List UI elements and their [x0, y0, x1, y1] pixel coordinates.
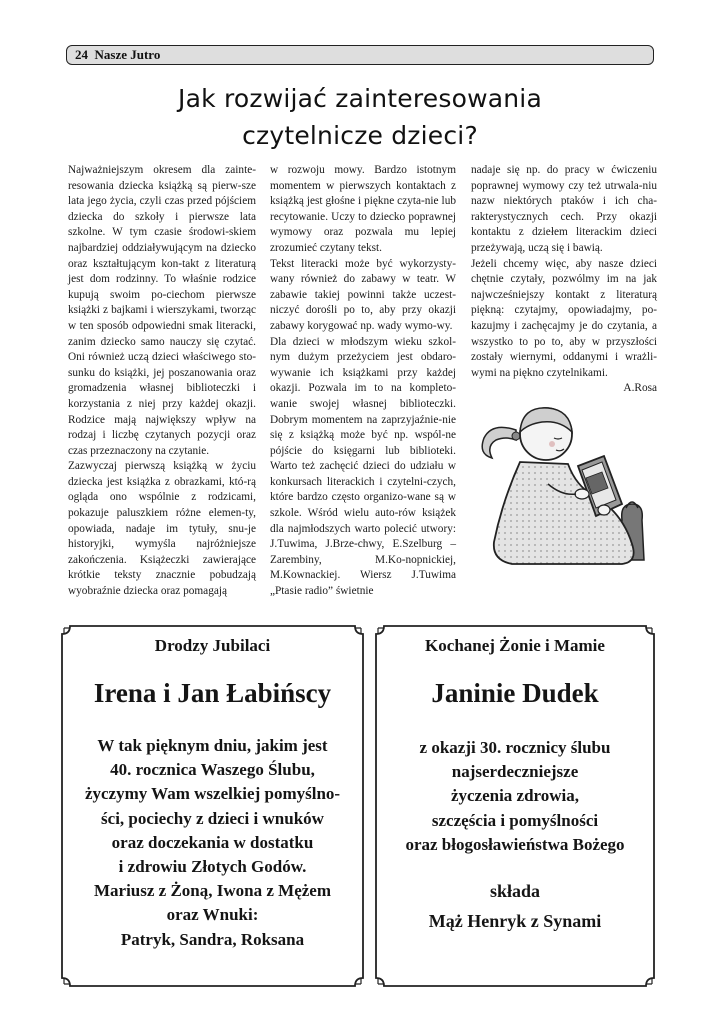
greeting-signature: [380, 876, 650, 936]
greeting-heading: Drodzy Jubilaci: [154, 636, 271, 655]
article-author: A.Rosa: [623, 382, 657, 395]
article-column-1: [68, 163, 256, 600]
publication-name: Nasze Jutro: [94, 47, 161, 62]
article-paragraph: Zazwyczaj pierwszą książką w życiu dziecka jest książka z obrazkami, któ-rą ogląda ono wspólnie z rodzicami, pokazuje paluszkiem różne elemen-ty, opowiada, nadaje im tytuły, snu-je historyjki, wymyśla najróżniejsze zakończenia. Książeczki zawierające krótkie teksty znacznie pobudzają wyobraźnie dziecka oraz pomagają: [68, 460, 256, 598]
greeting-recipient-name: Irena i Jan Łabińscy: [93, 678, 332, 708]
greeting-box-1: [56, 620, 369, 992]
greeting-box-2: [370, 620, 660, 992]
page-number: 24: [75, 47, 88, 62]
greeting-line: oraz błogosławieństwa Bożego: [405, 834, 625, 854]
greeting-line: życzymy Wam wszelkiej pomyślno-: [84, 784, 341, 804]
article-paragraph: Tekst literacki może być wykorzysty-wany również do zabawy w teatr. W zabawie takiej powinni także uczest-niczyć dorośli po to, aby przy okazji zabawy korygować np. wady wymo-wy.: [270, 257, 456, 332]
greeting-line: życzenia zdrowia,: [450, 786, 580, 806]
greeting-line: z okazji 30. rocznicy ślubu: [419, 738, 611, 757]
article-paragraph: nadaje się np. do pracy w ćwiczeniu poprawnej wymowy czy też utrwala-niu nazw niektórych ptaków i ich cha-rakterystycznych cech. Przy okazji kontaktu z dziełem literackim dzieci przeżywają, uczą się i bawią.: [471, 164, 657, 254]
article-title: [110, 80, 610, 154]
article-title-line-2: czytelnicze dzieci?: [242, 121, 478, 150]
greeting-signature-line: składa: [489, 881, 541, 901]
page-header-bar: [66, 45, 654, 65]
greeting-line: W tak pięknym dniu, jakim jest: [97, 736, 328, 755]
greeting-line: i zdrowiu Złotych Godów.: [118, 857, 307, 877]
article-paragraph: w rozwoju mowy. Bardzo istotnym momentem w pierwszych kontaktach z książką jest głośne i piękne czyta-nie lub recytowanie. Uczy to dziecko poprawnej wymowy oraz pozwala mu lepiej zrozumieć czytany tekst.: [270, 164, 456, 254]
greeting-line: Patryk, Sandra, Roksana: [120, 929, 305, 949]
greeting-heading: Kochanej Żonie i Mamie: [425, 636, 605, 655]
article-paragraph: Dla dzieci w młodszym wieku szkol-nym dużym przeżyciem jest obdaro-wywanie ich książkami przy każdej okazji. Pozwala im to na kompleto-wanie swojej własnej biblioteczki. Dobrym momentem na zaprzyjaźnie-nie się z książką może być np. wspól-ne pójście do księgarni lub biblioteki. Warto też zachęcić dzieci do udziału w konkursach literackich i czytelni-czych, które bardzo często organizo-wane są w szkole. Wśród wielu auto-rów książek dla najmłodszych warto polecić utwory: J.Tuwima, J.Brze-chwy, E.Szelburg – Zarembiny, M.Ko-nopnickiej, M.Kownackiej. Wiersz J.Tuwima „Ptasie radio” świetnie: [270, 335, 456, 598]
article-column-2: [270, 163, 456, 600]
greeting-message: [380, 736, 650, 857]
greeting-line: szczęścia i pomyślności: [431, 810, 599, 830]
greeting-signature-line: Mąż Henryk z Synami: [428, 911, 602, 931]
greeting-line: oraz Wnuki:: [166, 905, 259, 925]
greeting-message: [66, 734, 359, 952]
greeting-line: najserdeczniejsze: [451, 762, 579, 782]
article-column-3: [471, 163, 657, 397]
greeting-line: ści, pociechy z dzieci i wnuków: [101, 808, 324, 828]
greeting-recipient-name: Janinie Dudek: [431, 678, 599, 708]
greeting-line: 40. rocznica Waszego Ślubu,: [110, 760, 315, 780]
greeting-line: oraz doczekania w dostatku: [111, 832, 314, 852]
girl-reading-book-icon: [472, 392, 662, 572]
greeting-line: Mariusz z Żoną, Iwona z Mężem: [93, 881, 331, 901]
page-header: [75, 47, 160, 63]
article-paragraph: Najważniejszym okresem dla zainte-resowania dziecka książką są pierw-sze lata jego życia, czyli czas przed pójściem dziecka do szkoły i pierwsze lata szkolne. W tym czasie środowi-skiem najbardziej oddziaływującym na dziecko oraz kształtującym kon-takt z literaturą jest dom rodzinny. To właśnie rodzice kupują swoim po-ciechom pierwsze książki z bajkami i wierszykami, tworząc w ten sposób odpowiedni smak literacki, zanim dziecko samo nauczy się czytać. Oni również uczą dzieci właściwego sto-sunku do książki, jej poszanowania oraz gromadzenia własnej biblioteczki i korzystania z niej przy każdej okazji. Rodzice mają największy wpływ na rodzaj i liczbę czytanych pozycji oraz czas przeznaczony na czytanie.: [68, 164, 256, 457]
article-title-line-1: Jak rozwijać zainteresowania: [178, 84, 542, 113]
article-paragraph: Jeżeli chcemy więc, aby nasze dzieci chętnie czytały, pozwólmy im na jak najwcześniejszy kontakt z literaturą piękną: czytajmy, opowiadajmy, po-kazujmy i zachęcajmy je do czytania, a wszystko to po to, aby w przyszłości zostały wiernymi, oddanymi i wrażli-wymi na piękno czytelnikami.: [471, 257, 657, 379]
